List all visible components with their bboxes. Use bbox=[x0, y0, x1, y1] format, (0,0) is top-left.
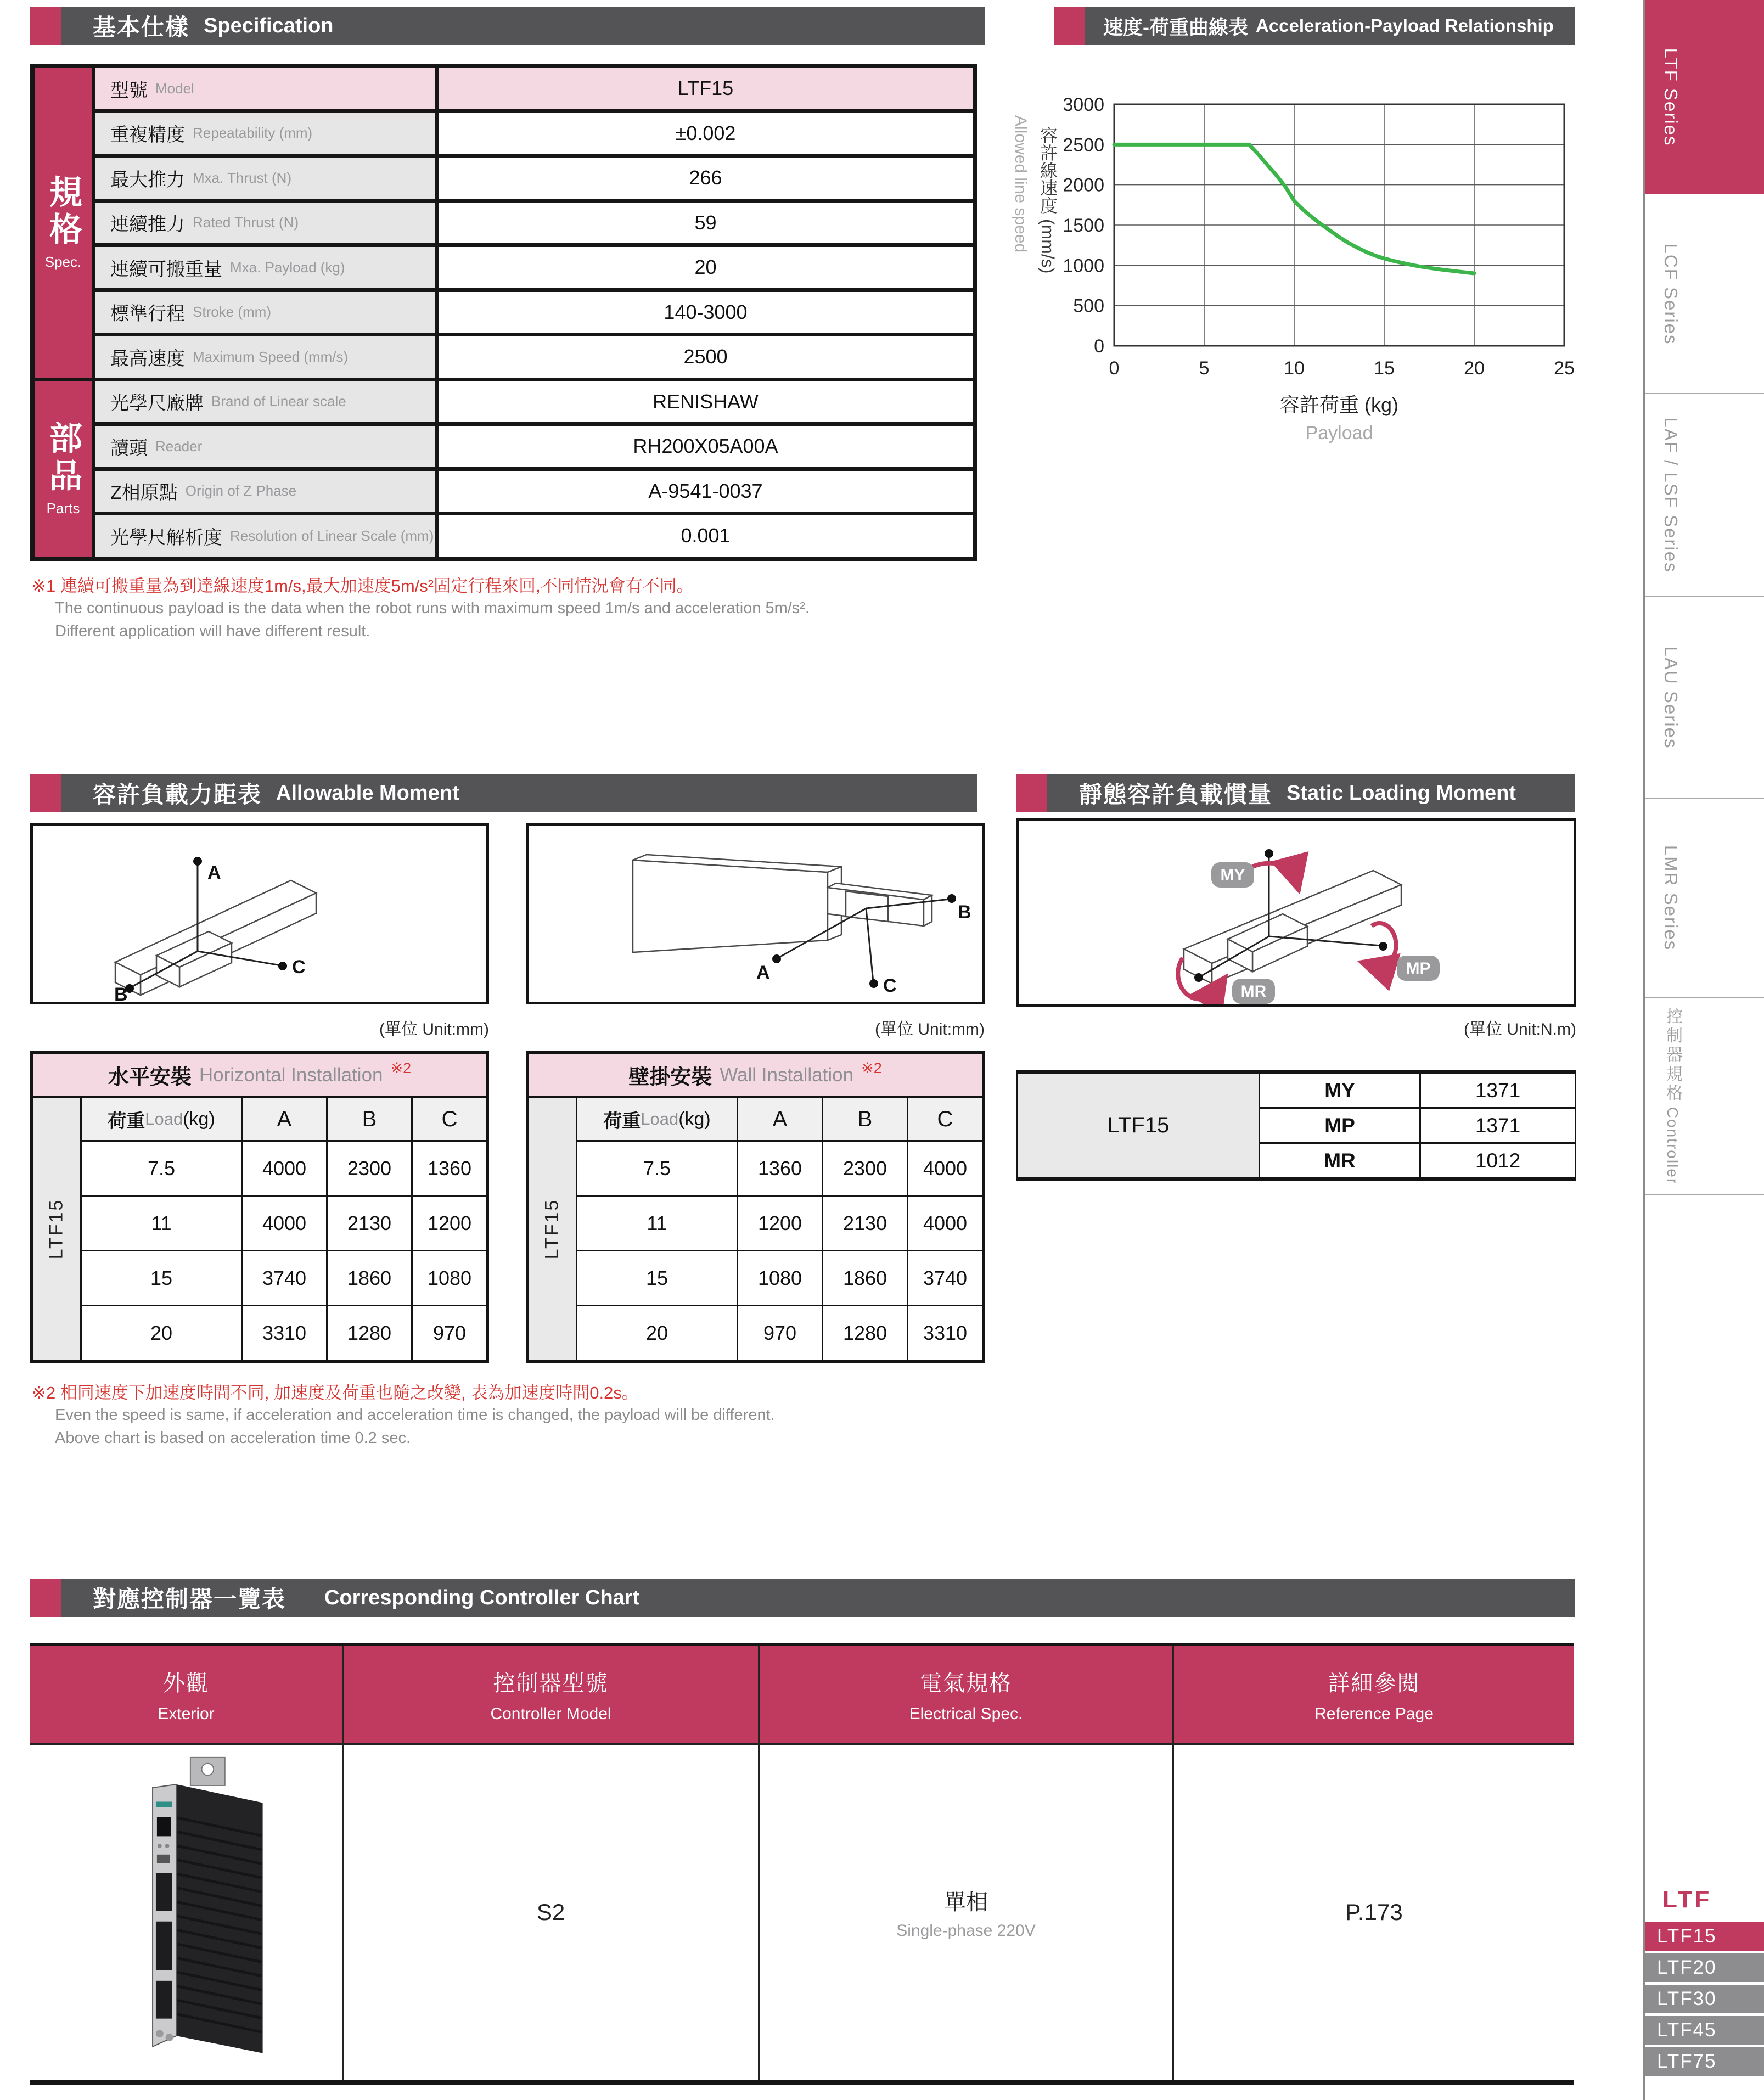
chart-ylabel-en: Allowed line speed bbox=[1012, 115, 1030, 253]
cell: 2300 bbox=[823, 1142, 907, 1195]
cell: 970 bbox=[413, 1306, 486, 1360]
svg-text:1500: 1500 bbox=[1063, 215, 1104, 236]
spec-label: 連續推力 Rated Thrust (N) bbox=[95, 203, 435, 244]
controller-col-header: 詳細參閱 Reference Page bbox=[1174, 1646, 1574, 1743]
controller-model-cell: S2 bbox=[344, 1745, 758, 2080]
cell: 20 bbox=[82, 1306, 241, 1360]
horizontal-installation-table bbox=[30, 1051, 489, 1363]
axis-label: B bbox=[958, 902, 971, 923]
group-label-en: Parts bbox=[46, 499, 80, 516]
controller-table bbox=[30, 1643, 1574, 2085]
svg-text:容許荷重 (kg): 容許荷重 (kg) bbox=[1279, 394, 1399, 416]
svg-text:0: 0 bbox=[1109, 358, 1120, 379]
sidebar-tab-laf-lsf-series[interactable]: LAF / LSF Series bbox=[1645, 394, 1764, 597]
spec-label: 讀頭 Reader bbox=[95, 426, 435, 467]
axis-label: A bbox=[207, 862, 221, 883]
footnote-2-en2: Above chart is based on acceleration time 0.2 sec. bbox=[55, 1429, 411, 1447]
cell: 7.5 bbox=[82, 1142, 241, 1195]
moment-diagram-horizontal bbox=[30, 823, 489, 1004]
value-cell: 1371 bbox=[1421, 1074, 1575, 1107]
model-cell: LTF15 bbox=[1018, 1074, 1259, 1177]
cell: 20 bbox=[577, 1306, 737, 1360]
cell: 1280 bbox=[823, 1306, 907, 1360]
sidebar-tab-lau-series[interactable]: LAU Series bbox=[1645, 597, 1764, 799]
axis-label: C bbox=[292, 957, 306, 978]
col-header-a: A bbox=[738, 1098, 822, 1140]
section-title-zh: 速度-荷重曲線表 bbox=[1103, 15, 1248, 38]
cell: 4000 bbox=[243, 1197, 326, 1250]
sidebar-model-tab-ltf45[interactable]: LTF45 bbox=[1645, 2016, 1764, 2045]
cell: 3310 bbox=[243, 1306, 326, 1360]
spec-label: 光學尺解析度 Resolution of Linear Scale (mm) bbox=[95, 515, 435, 557]
cell: 1200 bbox=[738, 1197, 822, 1250]
value-cell: 1371 bbox=[1421, 1109, 1575, 1142]
svg-text:Payload: Payload bbox=[1305, 423, 1373, 443]
badge-mp: MP bbox=[1406, 959, 1431, 978]
badge-my: MY bbox=[1220, 866, 1245, 884]
col-header-load: 荷重 Load (kg) bbox=[577, 1098, 737, 1140]
cell: 4000 bbox=[243, 1142, 326, 1195]
cell: 15 bbox=[82, 1251, 241, 1305]
table-title: 壁掛安裝 Wall Installation ※2 bbox=[529, 1054, 982, 1098]
static-section-header bbox=[1016, 774, 1575, 812]
svg-text:10: 10 bbox=[1284, 358, 1305, 379]
spec-label: 光學尺廠牌 Brand of Linear scale bbox=[95, 381, 435, 423]
svg-text:2000: 2000 bbox=[1063, 175, 1104, 196]
unit-label-mm: (單位 Unit:mm) bbox=[875, 1020, 985, 1038]
cell: 3740 bbox=[243, 1251, 326, 1305]
section-title-en: Static Loading Moment bbox=[1287, 781, 1516, 805]
group-label-zh: 部品 bbox=[45, 420, 82, 496]
footnote-2-en1: Even the speed is same, if acceleration and acceleration time is changed, the payload will be different. bbox=[55, 1406, 775, 1424]
section-title-en: Specification bbox=[204, 14, 334, 37]
svg-text:2500: 2500 bbox=[1063, 134, 1104, 156]
spec-value: RH200X05A00A bbox=[439, 426, 973, 467]
svg-text:0: 0 bbox=[1094, 336, 1104, 357]
sidebar-tab-lcf-series[interactable]: LCF Series bbox=[1645, 195, 1764, 394]
axis-label: B bbox=[114, 984, 128, 1002]
footnote-1-en1: The continuous payload is the data when the robot runs with maximum speed 1m/s and acceleration 5m/s². bbox=[55, 599, 810, 617]
group-label-zh: 規格 bbox=[45, 175, 82, 250]
cell: 1280 bbox=[328, 1306, 411, 1360]
model-band: LTF15 bbox=[529, 1098, 576, 1360]
footnote-1-en2: Different application will have different result. bbox=[55, 622, 370, 640]
sidebar-model-tab-ltf15[interactable]: LTF15 bbox=[1645, 1922, 1764, 1951]
svg-text:1000: 1000 bbox=[1063, 255, 1104, 277]
svg-text:25: 25 bbox=[1554, 358, 1575, 379]
section-title-zh: 容許負載力距表 bbox=[93, 782, 262, 807]
spec-value: RENISHAW bbox=[439, 381, 973, 423]
section-title-en: Corresponding Controller Chart bbox=[324, 1586, 640, 1609]
spec-label: Z相原點 Origin of Z Phase bbox=[95, 471, 435, 512]
cell: 15 bbox=[577, 1251, 737, 1305]
sidebar-group-label: LTF bbox=[1662, 1886, 1712, 1913]
group-label-en: Spec. bbox=[44, 254, 82, 271]
cell: 970 bbox=[738, 1306, 822, 1360]
badge-mr: MR bbox=[1240, 982, 1267, 1001]
chart-ylabel-zh: 容許線速度 (mm/s) bbox=[1038, 126, 1058, 274]
moment-section-header bbox=[30, 774, 977, 812]
footnote-ref: ※2 bbox=[390, 1060, 412, 1076]
axis-label: A bbox=[756, 962, 770, 983]
spec-label: 重複精度 Repeatability (mm) bbox=[95, 113, 435, 154]
unit-label-mm: (單位 Unit:mm) bbox=[379, 1020, 489, 1038]
cell: 4000 bbox=[908, 1197, 982, 1250]
key-cell: MY bbox=[1260, 1074, 1419, 1107]
cell: 11 bbox=[82, 1197, 241, 1250]
spec-group-parts bbox=[35, 381, 92, 557]
spec-value: 59 bbox=[439, 203, 973, 244]
cell: 1080 bbox=[738, 1251, 822, 1305]
svg-text:3000: 3000 bbox=[1063, 94, 1104, 115]
spec-label: 最大推力 Mxa. Thrust (N) bbox=[95, 158, 435, 199]
axis-label: C bbox=[883, 975, 897, 996]
key-cell: MP bbox=[1260, 1109, 1419, 1142]
sidebar-tab-lmr-series[interactable]: LMR Series bbox=[1645, 799, 1764, 998]
spec-value: 20 bbox=[439, 247, 973, 288]
sidebar-model-tab-ltf20[interactable]: LTF20 bbox=[1645, 1953, 1764, 1982]
controller-reference-cell: P.173 bbox=[1174, 1745, 1574, 2080]
spec-section-header bbox=[30, 7, 985, 45]
col-header-a: A bbox=[243, 1098, 326, 1140]
svg-text:20: 20 bbox=[1464, 358, 1485, 379]
footnote-ref: ※2 bbox=[861, 1060, 882, 1076]
section-title-en: Acceleration-Payload Relationship bbox=[1256, 15, 1554, 36]
col-header-b: B bbox=[823, 1098, 907, 1140]
payload-speed-chart bbox=[1037, 82, 1581, 467]
cell: 2300 bbox=[328, 1142, 411, 1195]
controller-col-header: 外觀 Exterior bbox=[30, 1646, 342, 1743]
col-header-c: C bbox=[413, 1098, 486, 1140]
model-band: LTF15 bbox=[33, 1098, 80, 1360]
spec-value: 266 bbox=[439, 158, 973, 199]
cell: 1860 bbox=[328, 1251, 411, 1305]
cell: 3310 bbox=[908, 1306, 982, 1360]
cell: 2130 bbox=[823, 1197, 907, 1250]
col-header-load: 荷重 Load (kg) bbox=[82, 1098, 241, 1140]
spec-value: 140-3000 bbox=[439, 292, 973, 333]
spec-value: LTF15 bbox=[439, 68, 973, 109]
spec-label: 標準行程 Stroke (mm) bbox=[95, 292, 435, 333]
cell: 4000 bbox=[908, 1142, 982, 1195]
spec-table bbox=[30, 64, 977, 561]
spec-value: ±0.002 bbox=[439, 113, 973, 154]
cell: 7.5 bbox=[577, 1142, 737, 1195]
spec-value: A-9541-0037 bbox=[439, 471, 973, 512]
controller-col-header: 控制器型號 Controller Model bbox=[344, 1646, 758, 1743]
static-moment-table bbox=[1016, 1070, 1576, 1181]
static-moment-diagram bbox=[1016, 818, 1576, 1007]
cell: 1360 bbox=[738, 1142, 822, 1195]
cell: 1860 bbox=[823, 1251, 907, 1305]
spec-label: 最高速度 Maximum Speed (mm/s) bbox=[95, 336, 435, 378]
cell: 3740 bbox=[908, 1251, 982, 1305]
accent-square bbox=[30, 1579, 61, 1617]
chart-section-header bbox=[1054, 7, 1575, 45]
unit-label-nm: (單位 Unit:N.m) bbox=[1464, 1020, 1576, 1038]
accent-square bbox=[1054, 7, 1085, 45]
footnote-1-zh: ※1 連續可搬重量為到達線速度1m/s,最大加速度5m/s²固定行程來回,不同情況會有不同。 bbox=[32, 576, 694, 596]
spec-group-spec bbox=[35, 68, 92, 378]
section-title-zh: 靜態容許負載慣量 bbox=[1079, 782, 1273, 807]
cell: 1360 bbox=[413, 1142, 486, 1195]
servo-drive-image bbox=[82, 1753, 290, 2071]
key-cell: MR bbox=[1260, 1144, 1419, 1177]
accent-square bbox=[1016, 774, 1047, 812]
col-header-c: C bbox=[908, 1098, 982, 1140]
section-title-en: Allowable Moment bbox=[276, 781, 459, 805]
sidebar-tab-controller[interactable]: 控制器規格Controller bbox=[1645, 998, 1764, 1195]
accent-square bbox=[30, 7, 61, 45]
table-title: 水平安裝 Horizontal Installation ※2 bbox=[33, 1054, 486, 1098]
svg-text:500: 500 bbox=[1073, 295, 1104, 317]
svg-text:5: 5 bbox=[1199, 358, 1210, 379]
controller-section-header bbox=[30, 1579, 1575, 1617]
sidebar-tab-ltf-series[interactable]: LTF Series bbox=[1645, 0, 1764, 194]
section-title-zh: 基本仕樣 bbox=[93, 14, 190, 40]
cell: 1200 bbox=[413, 1197, 486, 1250]
cell: 1080 bbox=[413, 1251, 486, 1305]
controller-exterior-cell bbox=[30, 1745, 342, 2080]
spec-value: 0.001 bbox=[439, 515, 973, 557]
col-header-b: B bbox=[328, 1098, 411, 1140]
spec-label: 連續可搬重量 Mxa. Payload (kg) bbox=[95, 247, 435, 288]
moment-diagram-wall bbox=[526, 823, 985, 1004]
spec-value: 2500 bbox=[439, 336, 973, 378]
spec-label: 型號 Model bbox=[95, 68, 435, 109]
controller-col-header: 電氣規格 Electrical Spec. bbox=[760, 1646, 1172, 1743]
cell: 2130 bbox=[328, 1197, 411, 1250]
value-cell: 1012 bbox=[1421, 1144, 1575, 1177]
accent-square bbox=[30, 774, 61, 812]
footnote-2-zh: ※2 相同速度下加速度時間不同, 加速度及荷重也隨之改變, 表為加速度時間0.2s。 bbox=[32, 1383, 639, 1402]
sidebar-model-tab-ltf30[interactable]: LTF30 bbox=[1645, 1985, 1764, 2013]
controller-electrical-cell: 單相 Single-phase 220V bbox=[760, 1745, 1172, 2080]
wall-installation-table bbox=[526, 1051, 985, 1363]
section-title-zh: 對應控制器一覽表 bbox=[93, 1586, 286, 1612]
svg-text:15: 15 bbox=[1374, 358, 1395, 379]
sidebar-model-tab-ltf75[interactable]: LTF75 bbox=[1645, 2047, 1764, 2076]
cell: 11 bbox=[577, 1197, 737, 1250]
